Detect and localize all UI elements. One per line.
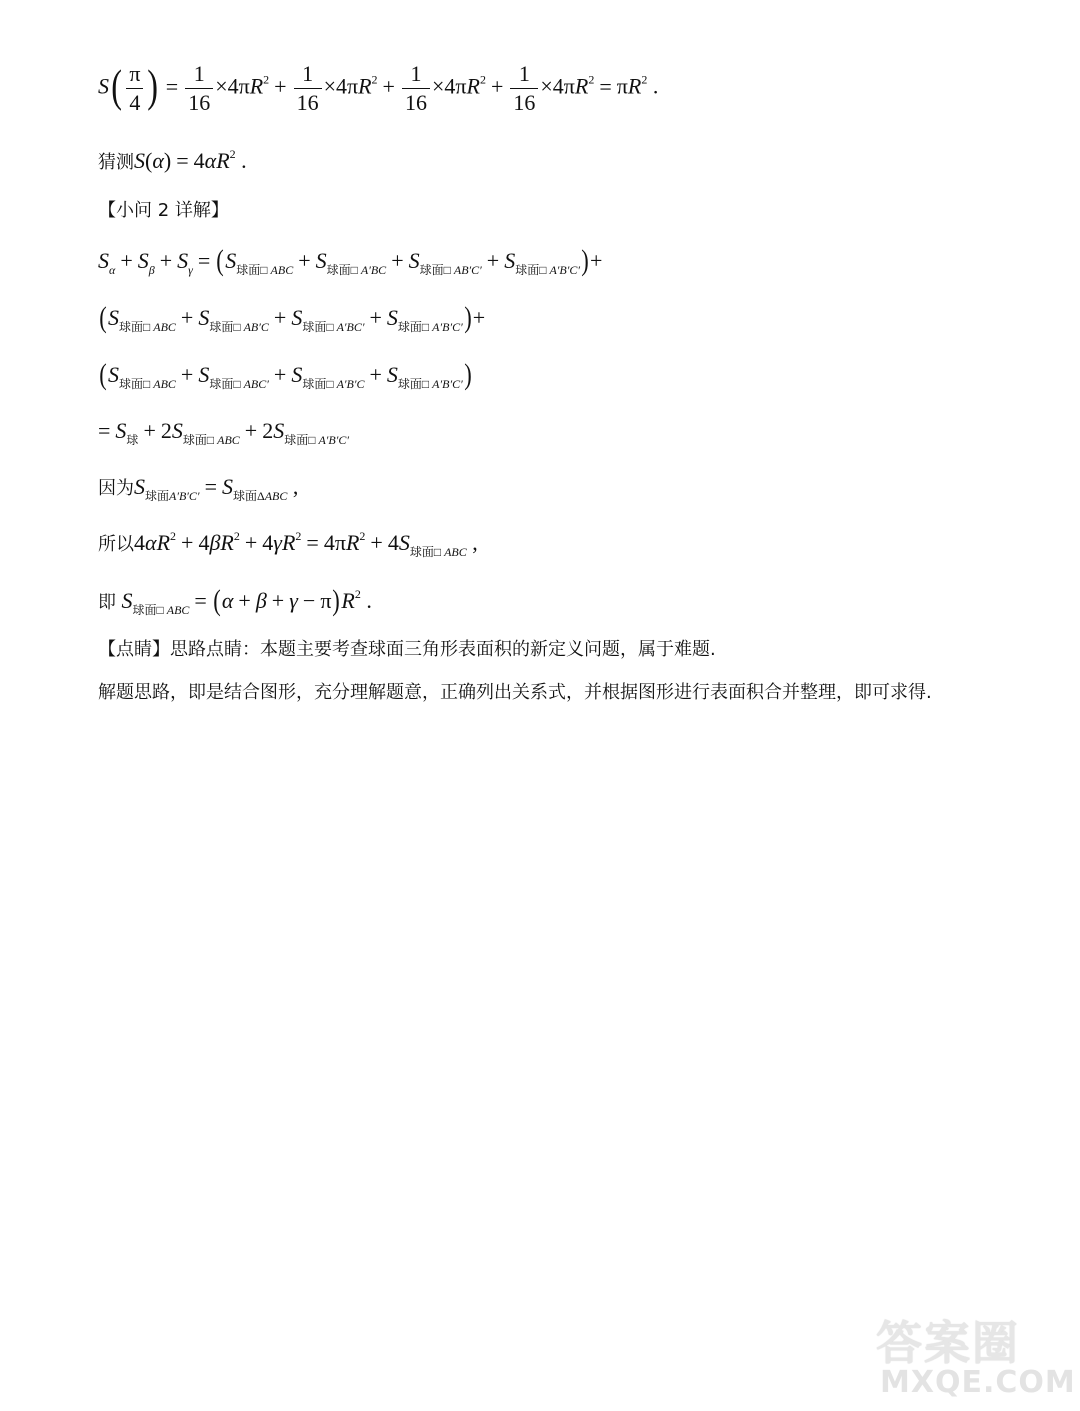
- guess-label: 猜测: [98, 152, 134, 173]
- because-label: 因为: [98, 478, 134, 499]
- section-heading: 【小问 2 详解】: [98, 200, 229, 221]
- formula-s-pi-over-4: S( $\frac{\pi}{4}$ ) = $\frac{1}{16}$ $\times 4\pi R^2$ + $\frac{1}{16}$ $\times 4\pi R^2$ + $\frac{1}{16}$ $\times 4\pi R^2$ + $\frac{1}{16}$ $\times 4\pi R^2 = \pi R^2$ .: [98, 59, 659, 116]
- watermark-bottom-text: MXQE.COM: [880, 1365, 1076, 1400]
- namely-label: 即: [98, 592, 116, 614]
- watermark-top-text: 答案圈: [876, 1316, 1020, 1370]
- watermark-logo: [876, 1307, 1076, 1403]
- approach-text: 解题思路，即是结合图形，充分理解题意，正确列出关系式，并根据图形进行表面积合并整理，即可求得.: [98, 682, 932, 703]
- comment-text: 【点睛】思路点睛：本题主要考查球面三角形表面积的新定义问题，属于难题.: [98, 639, 716, 660]
- therefore-line: 所以$4\alpha R^2 + 4\beta R^2 + 4\gamma R^2 = 4\pi R^2 + 4S_{球面□ ABC}$ ,: [98, 529, 478, 559]
- formula-sum-result: = $S_球 + 2S_{球面□ ABC} + 2S_{球面□ A'B'C'}$: [98, 418, 349, 447]
- therefore-label: 所以: [98, 534, 134, 555]
- because-line: 因为$S_{球面A'B'C'} = S_{球面\Delta ABC}$ ,: [98, 474, 299, 503]
- namely-line: 即 $S_{球面□ ABC} = (\alpha + \beta + \gamma - \pi)R^2$ .: [98, 584, 372, 618]
- formula-sum-line-2: $(S_{球面□ ABC} + S_{球面□ AB'C} + S_{球面□ A'BC'} + S_{球面□ A'B'C'})+$: [99, 301, 486, 335]
- guess-line: 猜测$S(\alpha) = 4\alpha R^2$ .: [98, 147, 247, 173]
- formula-sum-line-1: $S_\alpha + S_\beta + S_\gamma = (S_{球面□ ABC} + S_{球面□ A'BC} + S_{球面□ AB'C'} + S_{球面□ A'B'C'})+$: [98, 244, 603, 278]
- formula-sum-line-3: $(S_{球面□ ABC} + S_{球面□ ABC'} + S_{球面□ A'B'C} + S_{球面□ A'B'C'})$: [99, 358, 472, 392]
